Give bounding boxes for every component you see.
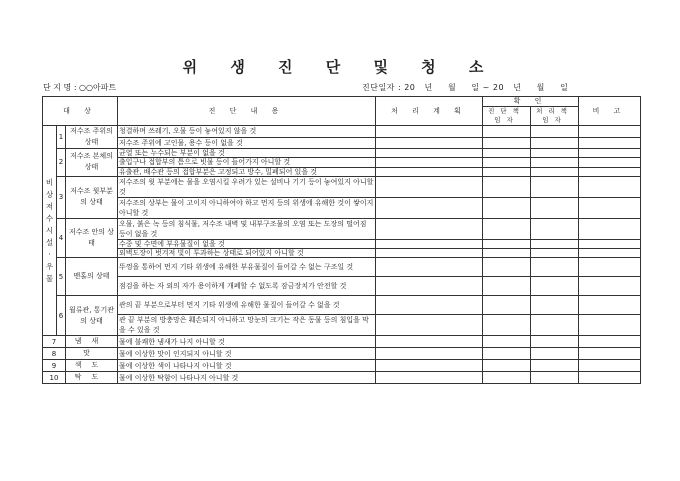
diagnosis-content: 관의 끝 부분으로부터 먼지 기타 위생에 유해한 물질이 들어갈 수 없을 것 [118,296,376,315]
table-row [43,197,641,218]
proc-person-cell[interactable] [531,348,579,360]
table-row [43,277,641,296]
table-row [43,372,641,384]
group-label-char: 상 [45,189,54,199]
proc-person-cell[interactable] [531,197,579,218]
remark-cell[interactable] [579,258,641,277]
header-remark: 비 고 [579,97,641,126]
remark-cell[interactable] [579,126,641,138]
group-label [43,126,57,336]
item-category: 저수조 본체의 상태 [66,149,118,177]
item-category: 저수조 윗부분의 상태 [66,176,118,218]
remark-cell[interactable] [579,249,641,258]
table-row [43,137,641,149]
diag-person-cell[interactable] [483,277,531,296]
diag-person-cell[interactable] [483,126,531,138]
inspection-table [42,96,641,384]
plan-cell[interactable] [376,372,483,384]
group-label-char: 설 [45,237,54,247]
remark-cell[interactable] [579,158,641,167]
remark-cell[interactable] [579,372,641,384]
plan-cell[interactable] [376,277,483,296]
diag-person-cell[interactable] [483,218,531,239]
diagnosis-content: 저수조의 상부는 물이 고이지 아니하여야 하고 먼지 등의 위생에 유해한 것이 쌓이지 아니할 것 [118,197,376,218]
table-row [43,296,641,315]
plan-cell[interactable] [376,137,483,149]
diagnosis-content: 유출관, 배수관 등의 접합부분은 고정되고 방수, 밀폐되어 있을 것 [118,167,376,176]
proc-person-cell[interactable] [531,258,579,277]
remark-cell[interactable] [579,167,641,176]
remark-cell[interactable] [579,149,641,158]
plan-cell[interactable] [376,176,483,197]
plan-cell[interactable] [376,218,483,239]
item-number: 10 [43,372,66,384]
proc-person-cell[interactable] [531,239,579,248]
diagnosis-content: 물에 불쾌한 냄새가 나지 아니할 것 [118,336,376,348]
item-category: 탁도 [66,372,118,384]
table-row [43,167,641,176]
group-label-char: 저 [45,201,54,211]
diagnosis-content: 수중 및 수면에 부유물질이 없을 것 [118,239,376,248]
diagnosis-content: 저수조의 윗 부분에는 물을 오염시킬 우려가 있는 설비나 기기 등이 놓여있지 아니할 것 [118,176,376,197]
group-label-char: 우 [45,261,54,271]
plan-cell[interactable] [376,197,483,218]
item-category: 냄새 [66,336,118,348]
diag-person-cell[interactable] [483,176,531,197]
item-category: 맛 [66,348,118,360]
table-row [43,126,641,138]
header-content: 진 단 내 용 [118,97,376,126]
diagnosis-content: 외벽도장이 벗겨져 빛이 투과하는 상태로 되어있지 아니할 것 [118,249,376,258]
proc-person-cell[interactable] [531,249,579,258]
proc-person-cell[interactable] [531,149,579,158]
diagnosis-content: 물에 이상한 맛이 인지되지 아니할 것 [118,348,376,360]
diag-person-cell[interactable] [483,348,531,360]
group-label-char: 물 [45,273,54,283]
diagnosis-content: 물에 이상한 탁함이 나타나지 아니할 것 [118,372,376,384]
table-row [43,158,641,167]
diagnosis-content: 오물, 붉은 녹 등의 침식물, 저수조 내벽 및 내부구조물의 오염 또는 도장의 떨어짐 등이 없을 것 [118,218,376,239]
table-row [43,249,641,258]
header-proc-person: 처리책임자 [531,107,579,126]
item-number: 9 [43,360,66,372]
proc-person-cell[interactable] [531,158,579,167]
plan-cell[interactable] [376,360,483,372]
remark-cell[interactable] [579,137,641,149]
diag-person-cell[interactable] [483,149,531,158]
diag-person-cell[interactable] [483,158,531,167]
proc-person-cell[interactable] [531,176,579,197]
table-row [43,258,641,277]
diag-person-cell[interactable] [483,239,531,248]
proc-person-cell[interactable] [531,296,579,315]
item-number: 1 [57,126,66,149]
diag-person-cell[interactable] [483,258,531,277]
diagnosis-content: 청결하며 쓰레기, 오물 등이 놓여있지 않을 것 [118,126,376,138]
complex-name: 단 지 명 : ○○아파트 [43,83,117,92]
header-plan: 처 리 계 획 [376,97,483,126]
table-row [43,239,641,248]
remark-cell[interactable] [579,348,641,360]
group-label-char: 수 [45,213,54,223]
plan-cell[interactable] [376,336,483,348]
diag-person-cell[interactable] [483,197,531,218]
diag-person-cell[interactable] [483,336,531,348]
header-subject: 대 상 [43,97,118,126]
diag-person-cell[interactable] [483,249,531,258]
table-row [43,149,641,158]
plan-cell[interactable] [376,249,483,258]
proc-person-cell[interactable] [531,372,579,384]
diagnosis-content: 출입구나 접합부의 틈으로 빗물 등이 들어가지 아니할 것 [118,158,376,167]
page-title: 위 생 진 단 및 청 소 [182,58,498,76]
remark-cell[interactable] [579,239,641,248]
plan-cell[interactable] [376,258,483,277]
group-label-char: 시 [45,225,54,235]
remark-cell[interactable] [579,218,641,239]
item-category: 월류관, 통기관의 상태 [66,296,118,336]
item-category: 색도 [66,360,118,372]
group-label-char: · [48,249,51,259]
item-number: 8 [43,348,66,360]
diag-person-cell[interactable] [483,372,531,384]
table-row [43,218,641,239]
proc-person-cell[interactable] [531,277,579,296]
diagnosis-content: 점검을 하는 자 외의 자가 용이하게 개폐할 수 없도록 잠금장치가 안전할 것 [118,277,376,296]
plan-cell[interactable] [376,167,483,176]
diag-person-cell[interactable] [483,360,531,372]
item-number: 4 [57,218,66,258]
header-diag-person: 진단책임자 [483,107,531,126]
plan-cell[interactable] [376,348,483,360]
remark-cell[interactable] [579,296,641,315]
header-confirm: 확 인 [483,97,579,107]
plan-cell[interactable] [376,158,483,167]
remark-cell[interactable] [579,360,641,372]
item-number: 7 [43,336,66,348]
group-label-char: 비 [45,177,54,187]
proc-person-cell[interactable] [531,126,579,138]
diagnosis-date: 진단일자 : 20 년 월 일 ~ 20 년 월 일 [362,83,569,92]
plan-cell[interactable] [376,239,483,248]
remark-cell[interactable] [579,176,641,197]
proc-person-cell[interactable] [531,137,579,149]
diagnosis-content: 관 끝 부분의 방충망은 훼손되지 아니하고 망눈의 크기는 작은 동물 등의 침입을 막을 수 있을 것 [118,315,376,336]
item-category: 저수조 주위의 상태 [66,126,118,149]
remark-cell[interactable] [579,197,641,218]
remark-cell[interactable] [579,315,641,336]
item-number: 3 [57,176,66,218]
remark-cell[interactable] [579,336,641,348]
plan-cell[interactable] [376,296,483,315]
remark-cell[interactable] [579,277,641,296]
item-number: 6 [57,296,66,336]
proc-person-cell[interactable] [531,167,579,176]
proc-person-cell[interactable] [531,218,579,239]
diag-person-cell[interactable] [483,137,531,149]
item-category: 맨홀의 상태 [66,258,118,296]
table-row [43,336,641,348]
proc-person-cell[interactable] [531,360,579,372]
diagnosis-content: 뚜껑을 통하여 먼지 기타 위생에 유해한 부유물질이 들어갈 수 없는 구조일 것 [118,258,376,277]
diag-person-cell[interactable] [483,167,531,176]
proc-person-cell[interactable] [531,336,579,348]
item-number: 5 [57,258,66,296]
table-row [43,348,641,360]
table-row [43,315,641,336]
plan-cell[interactable] [376,315,483,336]
diagnosis-content: 균열 또는 누수되는 부분이 없을 것 [118,149,376,158]
diag-person-cell[interactable] [483,296,531,315]
plan-cell[interactable] [376,126,483,138]
item-category: 저수조 안의 상태 [66,218,118,258]
table-row [43,176,641,197]
diagnosis-content: 물에 이상한 색이 나타나지 아니할 것 [118,360,376,372]
item-number: 2 [57,149,66,177]
table-row [43,360,641,372]
diagnosis-content: 저수조 주위에 고인물, 용수 등이 없을 것 [118,137,376,149]
proc-person-cell[interactable] [531,315,579,336]
plan-cell[interactable] [376,149,483,158]
diag-person-cell[interactable] [483,315,531,336]
